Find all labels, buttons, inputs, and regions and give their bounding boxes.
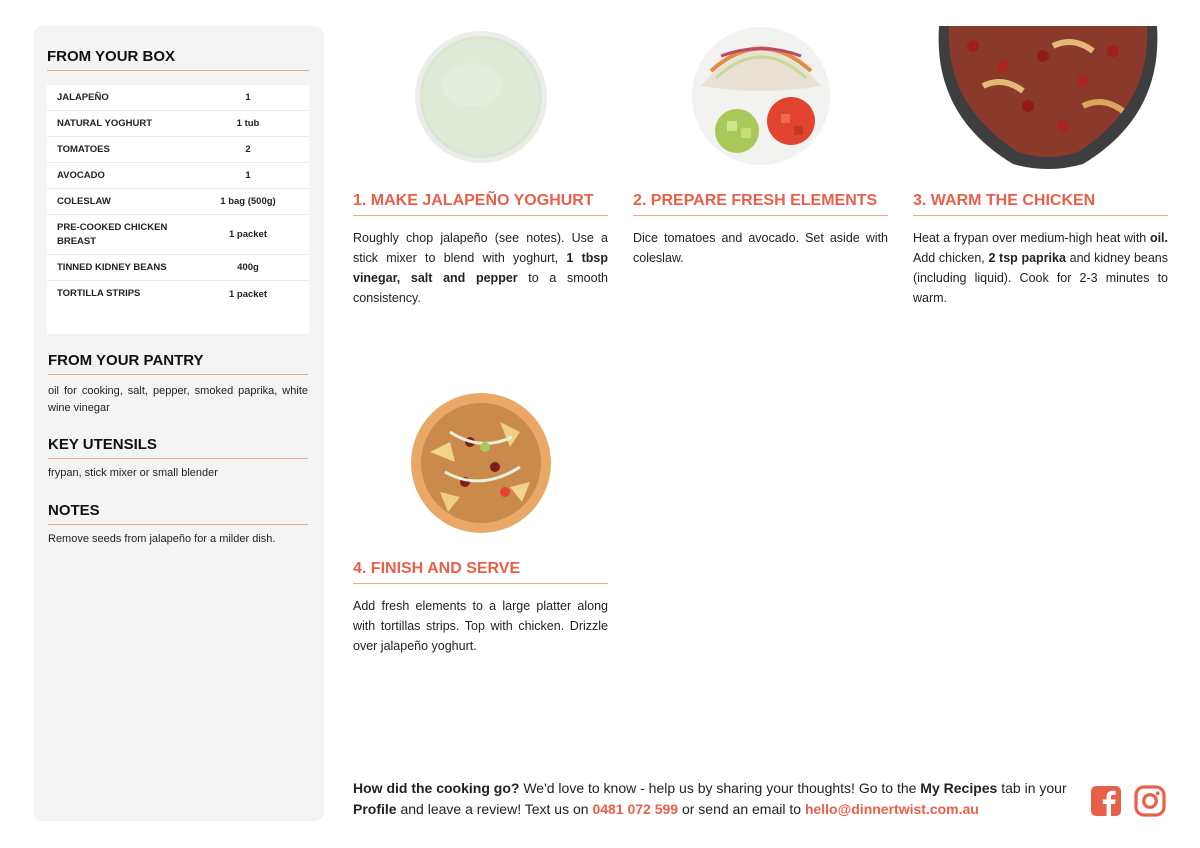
step-3-text: Heat a frypan over medium-high heat with oil. Add chicken, 2 tsp paprika and kidney beans (including liquid). Cook for 2-3 minutes to warm. bbox=[913, 231, 1169, 305]
utensils-text: frypan, stick mixer or small blender bbox=[48, 467, 218, 479]
ingredient-name: TOMATOES bbox=[57, 143, 110, 155]
notes-title: NOTES bbox=[48, 502, 308, 525]
ingredient-qty: 2 bbox=[245, 144, 251, 155]
step-4-title: 4. FINISH AND SERVE bbox=[353, 560, 608, 584]
table-row bbox=[47, 255, 309, 281]
ingredient-name: JALAPEÑO bbox=[57, 91, 109, 103]
fresh-elements-image bbox=[691, 26, 831, 166]
sidebar bbox=[33, 26, 324, 821]
table-row bbox=[47, 281, 309, 307]
table-row bbox=[47, 189, 309, 215]
ingredient-qty: 400g bbox=[237, 262, 259, 273]
table-row bbox=[47, 137, 309, 163]
warm-chicken-image bbox=[933, 26, 1163, 170]
ingredient-qty: 1 bbox=[245, 170, 251, 181]
table-row bbox=[47, 215, 309, 255]
step-4 bbox=[353, 392, 608, 672]
ingredient-qty: 1 tub bbox=[236, 118, 260, 129]
profile-label: Profile bbox=[353, 801, 397, 817]
step-3 bbox=[913, 26, 1168, 326]
ingredient-qty: 1 packet bbox=[228, 288, 268, 300]
table-row bbox=[47, 163, 309, 189]
key-utensils-title: KEY UTENSILS bbox=[48, 436, 308, 459]
email-link[interactable]: hello@dinnertwist.com.au bbox=[804, 801, 979, 817]
table-row bbox=[47, 85, 309, 111]
table-row bbox=[47, 111, 309, 137]
ingredient-qty: 1 bbox=[245, 92, 251, 103]
step-2 bbox=[633, 26, 888, 326]
ingredient-name: TORTILLA STRIPS bbox=[57, 288, 141, 299]
notes-text: Remove seeds from jalapeño for a milder dish. bbox=[48, 533, 276, 545]
ingredient-name: TINNED KIDNEY BEANS bbox=[57, 261, 167, 273]
step-1-title: 1. MAKE JALAPEÑO YOGHURT bbox=[353, 192, 608, 216]
ingredient-qty: 1 bag (500g) bbox=[220, 196, 276, 207]
my-recipes-label: My Recipes bbox=[920, 780, 998, 796]
jalapeno-yoghurt-image bbox=[414, 30, 548, 164]
feedback-footer: How did the cooking go? We'd love to know - help us by sharing your thoughts! Go to the My Recipes tab in your Profile and leave a review! Text us on 0481 072 599 or send an email to hello@dinnertwist.com.au bbox=[353, 780, 1067, 817]
step-1 bbox=[353, 26, 608, 326]
ingredient-qty: 1 packet bbox=[228, 229, 268, 240]
facebook-icon[interactable] bbox=[1090, 785, 1122, 817]
ingredient-name: PRE-COOKED CHICKEN BREAST bbox=[57, 221, 168, 247]
step-3-title: 3. WARM THE CHICKEN bbox=[913, 192, 1168, 216]
finished-dish-image bbox=[410, 392, 552, 534]
from-your-pantry-title: FROM YOUR PANTRY bbox=[48, 352, 308, 375]
ingredients-table bbox=[47, 85, 309, 334]
ingredient-name: AVOCADO bbox=[57, 169, 105, 181]
step-2-text: Dice tomatoes and avocado. Set aside with coleslaw. bbox=[633, 231, 888, 265]
instagram-icon[interactable] bbox=[1134, 785, 1166, 817]
pantry-text: oil for cooking, salt, pepper, smoked paprika, white wine vinegar bbox=[48, 385, 308, 414]
phone-link[interactable]: 0481 072 599 bbox=[592, 801, 679, 817]
step-2-title: 2. PREPARE FRESH ELEMENTS bbox=[633, 192, 888, 216]
ingredient-name: COLESLAW bbox=[57, 195, 111, 207]
from-your-box-title: FROM YOUR BOX bbox=[47, 48, 309, 71]
step-4-text: Add fresh elements to a large platter along with tortillas strips. Top with chicken. Drizzle over jalapeño yoghurt. bbox=[353, 599, 608, 653]
step-1-text: Roughly chop jalapeño (see notes). Use a stick mixer to blend with yoghurt, 1 tbsp vinegar, salt and pepper to a smooth consistency. bbox=[353, 231, 609, 305]
ingredient-name: NATURAL YOGHURT bbox=[57, 117, 152, 129]
footer-question: How did the cooking go? bbox=[353, 780, 520, 796]
